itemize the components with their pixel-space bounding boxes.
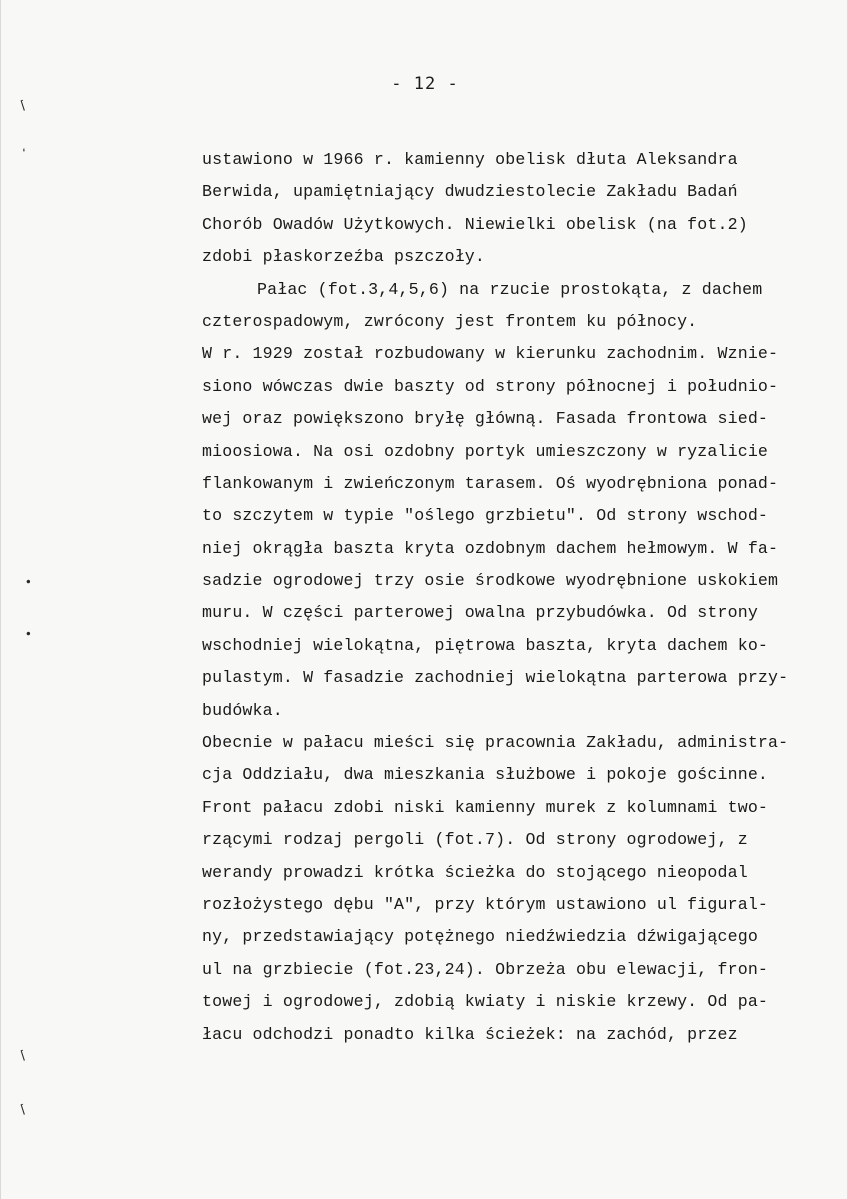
text-line: to szczytem w typie "oślego grzbietu". Od strony wschod- [202, 506, 769, 526]
text-line: pulastym. W fasadzie zachodniej wielokątna parterowa przy- [202, 668, 789, 688]
margin-mark: ⌈ [18, 97, 28, 113]
text-line: Obecnie w pałacu mieści się pracownia Zakładu, administra- [202, 733, 789, 753]
text-line: budówka. [202, 700, 283, 720]
text-line: rzącymi rodzaj pergoli (fot.7). Od strony ogrodowej, z [202, 830, 748, 850]
text-line: czterospadowym, zwrócony jest frontem ku północy. [202, 311, 698, 331]
text-line: wschodniej wielokątna, piętrowa baszta, kryta dachem ko- [202, 635, 769, 655]
text-line: flankowanym i zwieńczonym tarasem. Oś wyodrębniona ponad- [202, 473, 779, 493]
text-line: Pałac (fot.3,4,5,6) na rzucie prostokąta, z dachem [257, 279, 763, 299]
text-line: zdobi płaskorzeźba pszczoły. [202, 247, 486, 267]
text-line: Berwida, upamiętniający dwudziestolecie Zakładu Badań [202, 182, 738, 202]
text-line: wej oraz powiększono bryłę główną. Fasada frontowa sied- [202, 409, 769, 429]
text-line: łacu odchodzi ponadto kilka ścieżek: na zachód, przez [202, 1024, 738, 1044]
margin-mark: ⌈ [18, 1047, 28, 1063]
text-line: ny, przedstawiający potężnego niedźwiedzia dźwigającego [202, 927, 758, 947]
text-line: werandy prowadzi krótka ścieżka do stojącego nieopodal [202, 862, 748, 882]
body-text [202, 144, 812, 1051]
margin-mark: • [23, 574, 35, 590]
margin-mark: ⌈ [18, 1101, 28, 1117]
text-line: ul na grzbiecie (fot.23,24). Obrzeża obu elewacji, fron- [202, 959, 769, 979]
text-line: rozłożystego dębu "A", przy którym ustawiono ul figural- [202, 894, 769, 914]
text-line: mioosiowa. Na osi ozdobny portyk umieszczony w ryzalicie [202, 441, 769, 461]
text-line: sadzie ogrodowej trzy osie środkowe wyodrębnione uskokiem [202, 571, 779, 591]
text-line: Chorób Owadów Użytkowych. Niewielki obelisk (na fot.2) [202, 214, 748, 234]
text-line: Front pałacu zdobi niski kamienny murek z kolumnami two- [202, 797, 769, 817]
text-line: cja Oddziału, dwa mieszkania służbowe i pokoje gościnne. [202, 765, 769, 785]
margin-mark: ‘ [20, 145, 29, 161]
text-line: muru. W części parterowej owalna przybudówka. Od strony [202, 603, 758, 623]
text-line: siono wówczas dwie baszty od strony północnej i południo- [202, 376, 779, 396]
page-number: - 12 - [391, 74, 459, 94]
text-line: towej i ogrodowej, zdobią kwiaty i niskie krzewy. Od pa- [202, 992, 769, 1012]
text-line: W r. 1929 został rozbudowany w kierunku zachodnim. Wznie- [202, 344, 779, 364]
margin-mark: • [23, 626, 35, 642]
text-line: niej okrągła baszta kryta ozdobnym dachem hełmowym. W fa- [202, 538, 779, 558]
text-line: ustawiono w 1966 r. kamienny obelisk dłuta Aleksandra [202, 150, 738, 169]
